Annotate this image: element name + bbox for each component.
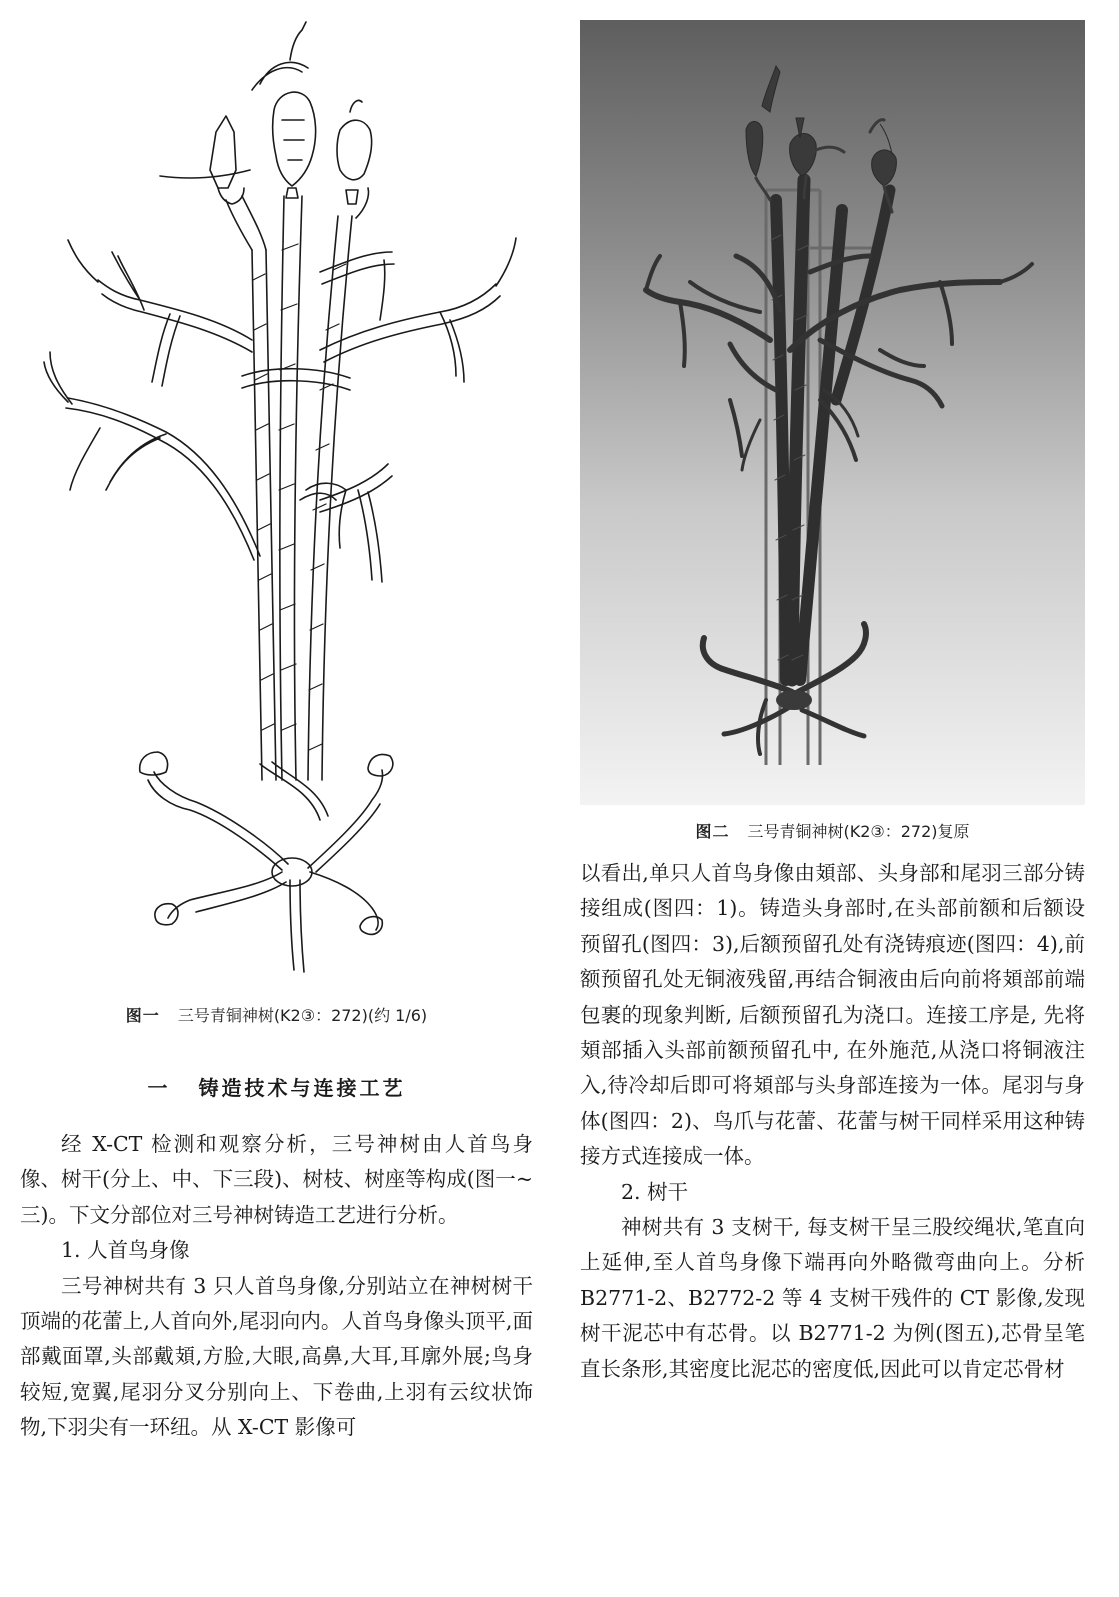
figure-1-caption-text: 三号青铜神树(K2③：272)(约 1/6)	[177, 1006, 428, 1025]
figure-2-caption-text: 三号青铜神树(K2③：272)复原	[747, 822, 970, 841]
figure-2-photo	[580, 20, 1085, 805]
figure-1-number: 图一	[125, 1006, 160, 1025]
figure-1-caption	[20, 1003, 533, 1026]
paragraph-casting-continued: 以看出,单只人首鸟身像由頍部、头身部和尾羽三部分铸接组成(图四：1)。铸造头身部时,在头部前额和后额设预留孔(图四：3),后额预留孔处有浇铸痕迹(图四：4),前额预留孔处无铜液残留,再结合铜液由后向前将頍部前端包裹的现象判断, 后额预留孔为浇口。连接工序是, 先将頍部插入头部前额预留孔中, 在外施范,从浇口将铜液注入,待冷却后即可将頍部与头身部连接为一体。尾羽与身体(图四：2)、鸟爪与花蕾、花蕾与树干同样采用这种铸接方式连接成一体。	[580, 861, 1085, 1169]
section-number: 一	[147, 1076, 171, 1100]
right-body-text	[580, 856, 1085, 1387]
paragraph-bird-figures: 三号神树共有 3 只人首鸟身像,分别站立在神树树干顶端的花蕾上,人首向外,尾羽向内。人首鸟身像头顶平,面部戴面罩,头部戴頍,方脸,大眼,高鼻,大耳,耳廓外展;鸟身较短,宽翼,尾羽分叉分别向上、下卷曲,上羽有云纹状饰物,下羽尖有一环纽。从 X-CT 影像可	[20, 1273, 533, 1440]
paragraph-trunks: 神树共有 3 支树干, 每支树干呈三股绞绳状,笔直向上延伸,至人首鸟身像下端再向外略微弯曲向上。分析 B2771-2、B2772-2 等 4 支树干残件的 CT 影像,发现树干泥芯中有芯骨。以 B2771-2 为例(图五),芯骨呈笔直长条形,其密度比泥芯的密度低,因此可以肯定芯骨材	[580, 1215, 1085, 1381]
subsection-heading-2: 2. 树干	[621, 1179, 689, 1204]
bronze-tree-drawing	[20, 20, 533, 995]
section-heading	[20, 1072, 533, 1101]
restored-bronze-tree-photo	[580, 20, 1085, 805]
figure-2-caption	[580, 819, 1085, 842]
paragraph-intro: 经 X-CT 检测和观察分析，三号神树由人首鸟身像、树干(分上、中、下三段)、树枝、树座等构成(图一~三)。下文分部位对三号神树铸造工艺进行分析。	[20, 1132, 533, 1227]
right-column	[580, 20, 1085, 1387]
figure-1-line-drawing	[20, 20, 533, 995]
left-column	[20, 20, 533, 1446]
left-body-text	[20, 1127, 533, 1446]
section-title-text: 铸造技术与连接工艺	[198, 1076, 406, 1100]
figure-2-number: 图二	[695, 822, 730, 841]
subsection-heading-1: 1. 人首鸟身像	[61, 1238, 190, 1263]
